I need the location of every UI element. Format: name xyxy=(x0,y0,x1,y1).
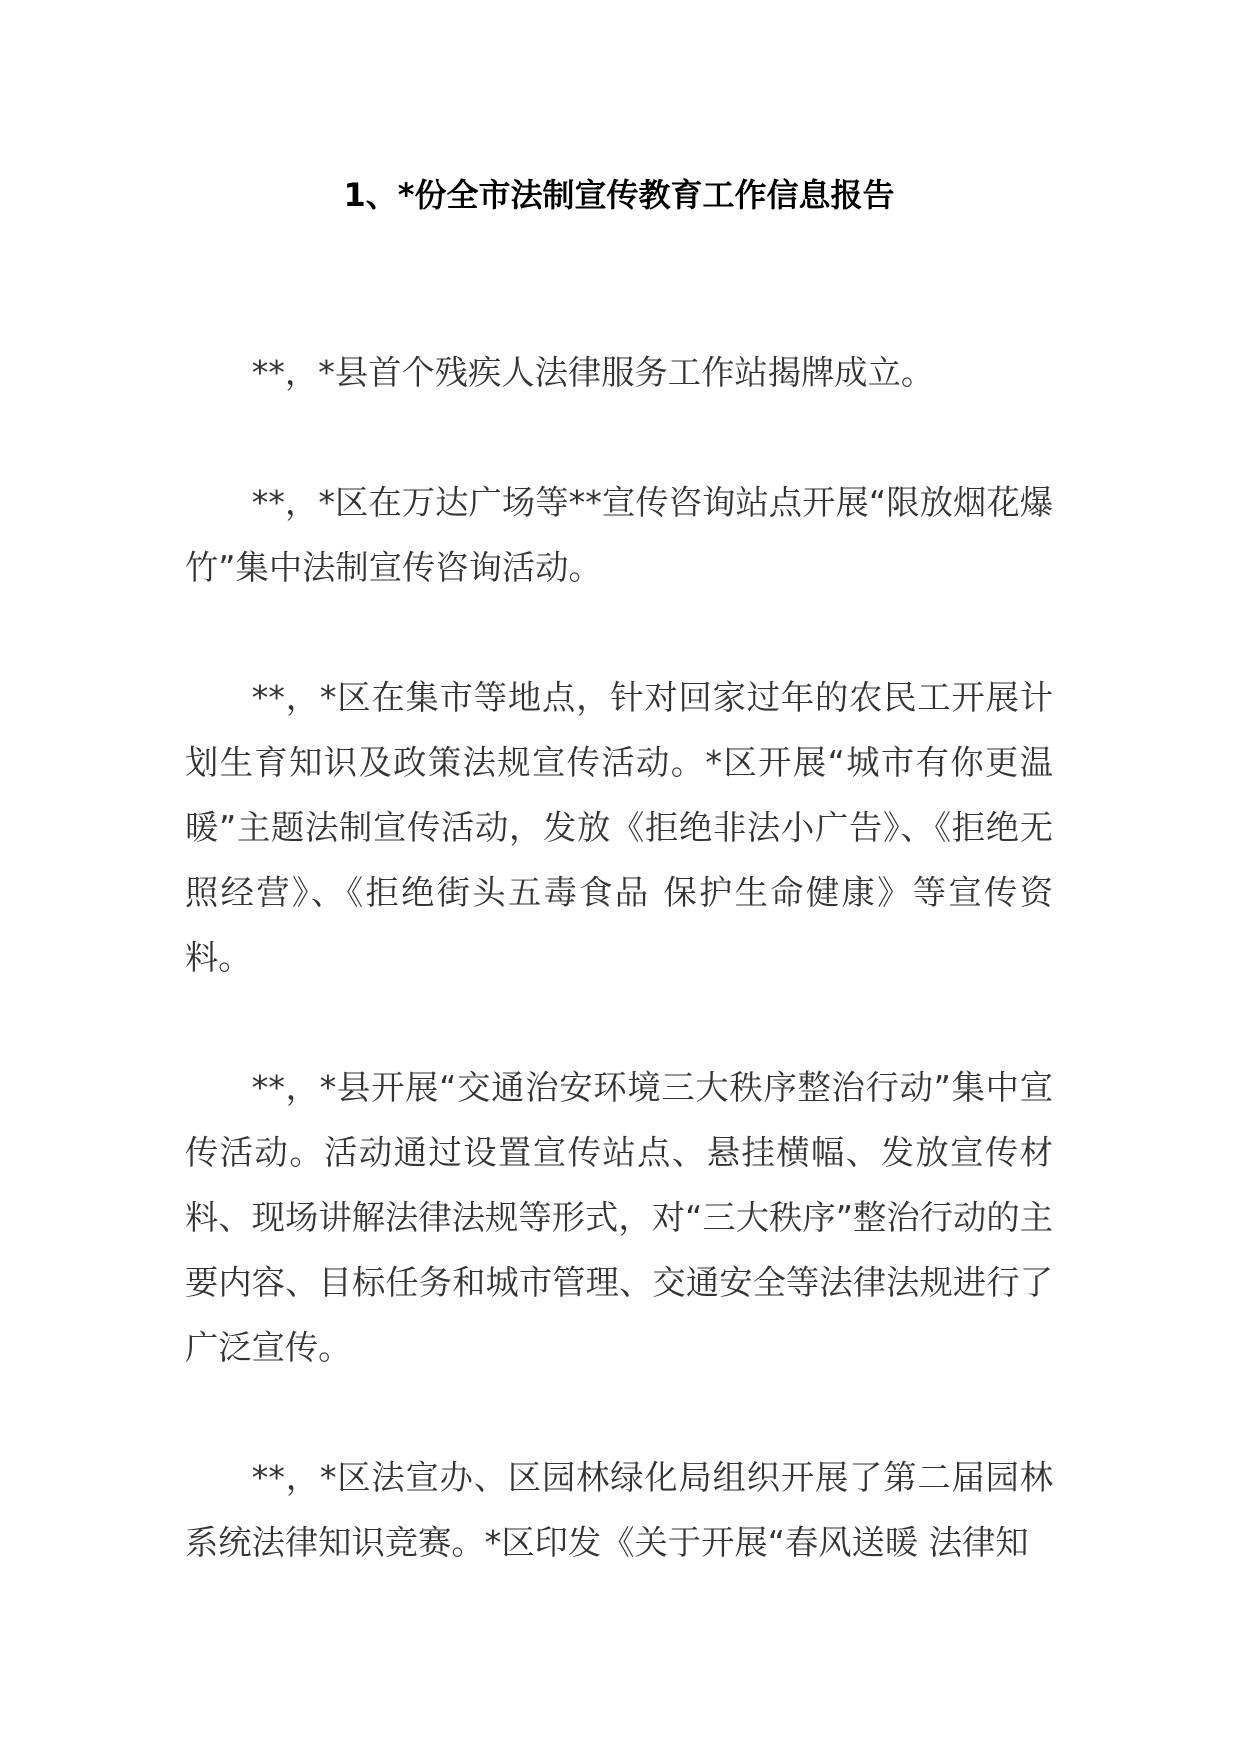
paragraph: **，*区在集市等地点，针对回家过年的农民工开展计划生育知识及政策法规宣传活动。*区开展“城市有你更温暖”主题法制宣传活动，发放《拒绝非法小广告》、《拒绝无照经营》、《拒绝街头五毒食品 保护生命健康》等宣传资料。 xyxy=(185,678,1053,977)
paragraph: **，*区在万达广场等**宣传咨询站点开展“限放烟花爆竹”集中法制宣传咨询活动。 xyxy=(185,483,1053,587)
paragraph: **，*区法宣办、区园林绿化局组织开展了第二届园林系统法律知识竞赛。*区印发《关于开展“春风送暖 法律知 xyxy=(185,1458,1053,1562)
paragraph: **，*县首个残疾人法律服务工作站揭牌成立。 xyxy=(251,353,935,392)
document-title: 1、*份全市法制宣传教育工作信息报告 xyxy=(343,176,895,214)
paragraph: **，*县开展“交通治安环境三大秩序整治行动”集中宣传活动。活动通过设置宣传站点、悬挂横幅、发放宣传材料、现场讲解法律法规等形式，对“三大秩序”整治行动的主要内容、目标任务和城市管理、交通安全等法律法规进行了广泛宣传。 xyxy=(185,1068,1053,1367)
document-body xyxy=(185,340,1053,1640)
